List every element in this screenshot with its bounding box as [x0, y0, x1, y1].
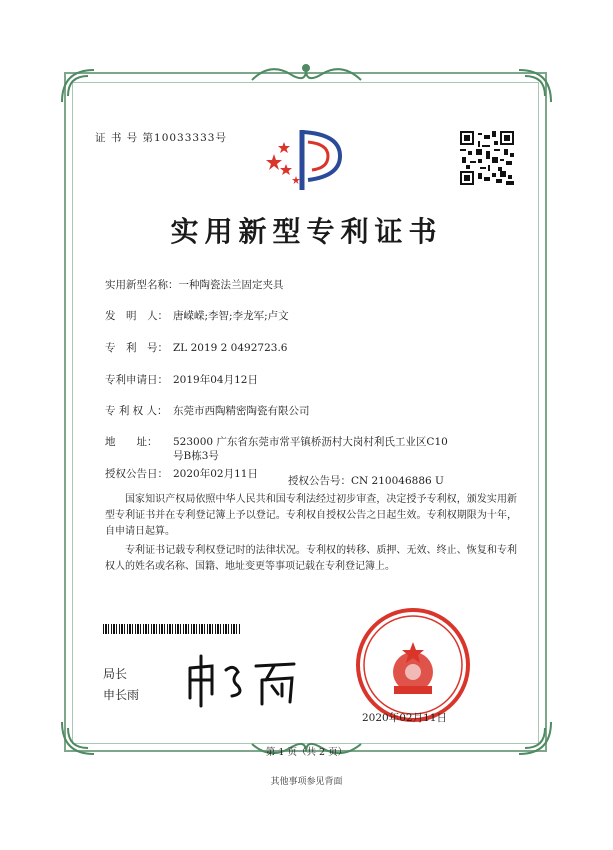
field-grant-date [105, 468, 258, 481]
seal-date: 2020年02月11日 [362, 712, 447, 724]
cnipa-logo [262, 122, 352, 194]
field-name-label: 实用新型名称： [105, 279, 179, 291]
field-name-value: 一种陶瓷法兰固定夹具 [178, 279, 284, 291]
field-filing-label: 专利申请日： [105, 374, 168, 386]
field-grant-value: 2020年02月11日 [173, 468, 258, 480]
field-inventor-label: 发 明 人： [105, 310, 168, 322]
director-title: 局长 [103, 667, 128, 681]
field-address [105, 436, 448, 449]
field-grant-label: 授权公告日： [105, 468, 168, 480]
field-address-value: 523000 广东省东莞市常平镇桥沥村大岗村利氏工业区C10 [173, 436, 448, 448]
field-patent-label: 专 利 号： [105, 342, 168, 354]
certificate-number: 证 书 号 第10033333号 [95, 132, 227, 144]
field-filing-date [105, 374, 258, 387]
official-seal [354, 606, 472, 724]
page-number: 第 1 页（共 2 页） [265, 747, 348, 758]
statement-paragraph-2: 专利证书记载专利权登记时的法律状况。专利权的转移、质押、无效、终止、恢复和专利权人的姓名或名称、国籍、地址变更等事项记载在专利登记簿上。 [105, 545, 517, 572]
field-owner-label: 专 利 权 人： [105, 405, 168, 417]
director-name: 申长雨 [103, 688, 140, 702]
field-address-value-line2: 号B栋3号 [173, 450, 219, 462]
field-address-label: 地 址： [105, 436, 158, 448]
field-grant-number: 授权公告号：CN 210046886 U [288, 475, 444, 487]
barcode [103, 624, 240, 634]
corner-ornament-tr [515, 66, 555, 106]
field-patent-value: ZL 2019 2 0492723.6 [173, 342, 288, 354]
field-name [105, 279, 284, 292]
top-ornament [250, 60, 363, 88]
footer-note: 其他事项参见背面 [270, 777, 343, 787]
field-owner [105, 405, 310, 418]
field-inventor-value: 唐嵘嵘;李智;李龙军;卢文 [173, 310, 289, 322]
corner-ornament-tl [58, 66, 98, 106]
certificate-title: 实用新型专利证书 [170, 215, 443, 248]
director-signature [182, 650, 302, 710]
field-filing-value: 2019年04月12日 [173, 374, 258, 386]
statement-paragraph-1: 国家知识产权局依照中华人民共和国专利法经过初步审查，决定授予专利权，颁发实用新型专利证书并在专利登记簿上予以登记。专利权自授权公告之日起生效。专利权期限为十年，自申请日起算。 [105, 494, 517, 537]
field-patent-number [105, 342, 287, 355]
qr-code [460, 131, 514, 185]
field-owner-value: 东莞市西陶精密陶瓷有限公司 [173, 405, 310, 417]
field-inventor [105, 310, 289, 323]
